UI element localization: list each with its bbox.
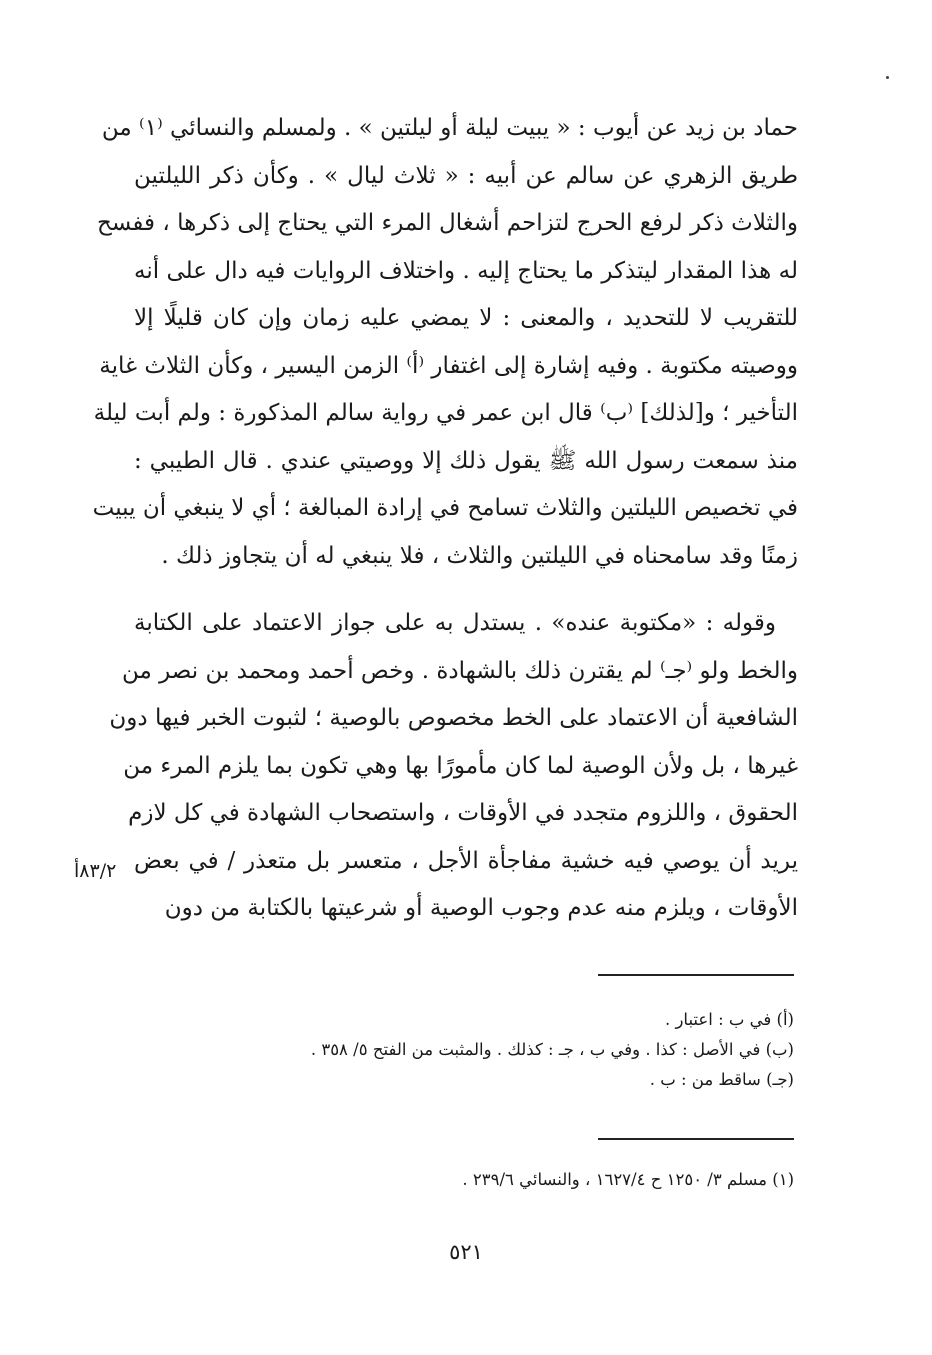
text-line: التأخير ؛ و[لذلك] ⁽ب⁾ قال ابن عمر في رواية سالم المذكورة : ولم أبت ليلة: [93, 400, 798, 426]
text-line: غيرها ، بل ولأن الوصية لما كان مأمورًا بها وهي تكون بما يلزم المرء من: [123, 752, 798, 779]
footnote-item: (١) مسلم ٣/ ١٢٥٠ ح ١٦٢٧/٤ ، والنسائي ٢٣٩/٦ .: [462, 1170, 794, 1189]
text-line: يريد أن يوصي فيه خشية مفاجأة الأجل ، متعسر بل متعذر / في بعض: [134, 847, 798, 874]
text-line: وقوله : «مكتوبة عنده» . يستدل به على جواز الاعتماد على الكتابة: [134, 610, 776, 636]
text-line: حماد بن زيد عن أيوب : « يبيت ليلة أو ليلتين » . ولمسلم والنسائي ⁽١⁾ من: [101, 115, 798, 141]
text-line: منذ سمعت رسول الله ﷺ يقول ذلك إلا ووصيتي عندي . قال الطيبي :: [134, 447, 798, 474]
footnote-item: (أ) في ب : اعتبار .: [664, 1010, 794, 1029]
manuscript-folio-reference: ٨٣/٢أ: [74, 860, 117, 882]
footnote-separator: [598, 974, 794, 976]
page-speck: [886, 76, 889, 79]
page-number: ٥٢١: [449, 1240, 483, 1264]
text-line: طريق الزهري عن سالم عن أبيه : « ثلاث ليال » . وكأن ذكر الليلتين: [134, 162, 798, 189]
text-line: الأوقات ، ويلزم منه عدم وجوب الوصية أو شرعيتها بالكتابة من دون: [164, 895, 798, 921]
text-line: في تخصيص الليلتين والثلاث تسامح في إرادة المبالغة ؛ أي لا ينبغي أن يبيت: [92, 495, 798, 521]
footnote-item: (جـ) ساقط من : ب .: [649, 1070, 794, 1089]
text-line: والثلاث ذكر لرفع الحرج لتزاحم أشغال المرء التي يحتاج إلى ذكرها ، ففسح: [97, 210, 798, 236]
text-line: الشافعية أن الاعتماد على الخط مخصوص بالوصية ؛ لثبوت الخبر فيها دون: [109, 705, 798, 731]
main-paragraph-1: [92, 105, 798, 580]
source-footnotes: [200, 1165, 794, 1195]
text-line: زمنًا وقد سامحناه في الليلتين والثلاث ، فلا ينبغي له أن يتجاوز ذلك .: [161, 542, 798, 569]
footnote-separator: [598, 1138, 794, 1140]
text-line: الحقوق ، واللزوم متجدد في الأوقات ، واستصحاب الشهادة في كل لازم: [128, 800, 798, 826]
text-line: والخط ولو ⁽جـ⁾ لم يقترن ذلك بالشهادة . وخص أحمد ومحمد بن نصر من: [121, 657, 798, 684]
footnote-item: (ب) في الأصل : كذا . وفي ب ، جـ : كذلك . والمثبت من الفتح ٥/ ٣٥٨ .: [310, 1040, 794, 1059]
main-paragraph-2: [109, 600, 798, 933]
apparatus-footnotes: [200, 1005, 794, 1095]
text-line: ووصيته مكتوبة . وفيه إشارة إلى اغتفار ⁽أ⁾ الزمن اليسير ، وكأن الثلاث غاية: [99, 352, 798, 379]
text-line: للتقريب لا للتحديد ، والمعنى : لا يمضي عليه زمان وإن كان قليلًا إلا: [134, 305, 798, 331]
text-line: له هذا المقدار ليتذكر ما يحتاج إليه . واختلاف الروايات فيه دال على أنه: [134, 257, 798, 284]
